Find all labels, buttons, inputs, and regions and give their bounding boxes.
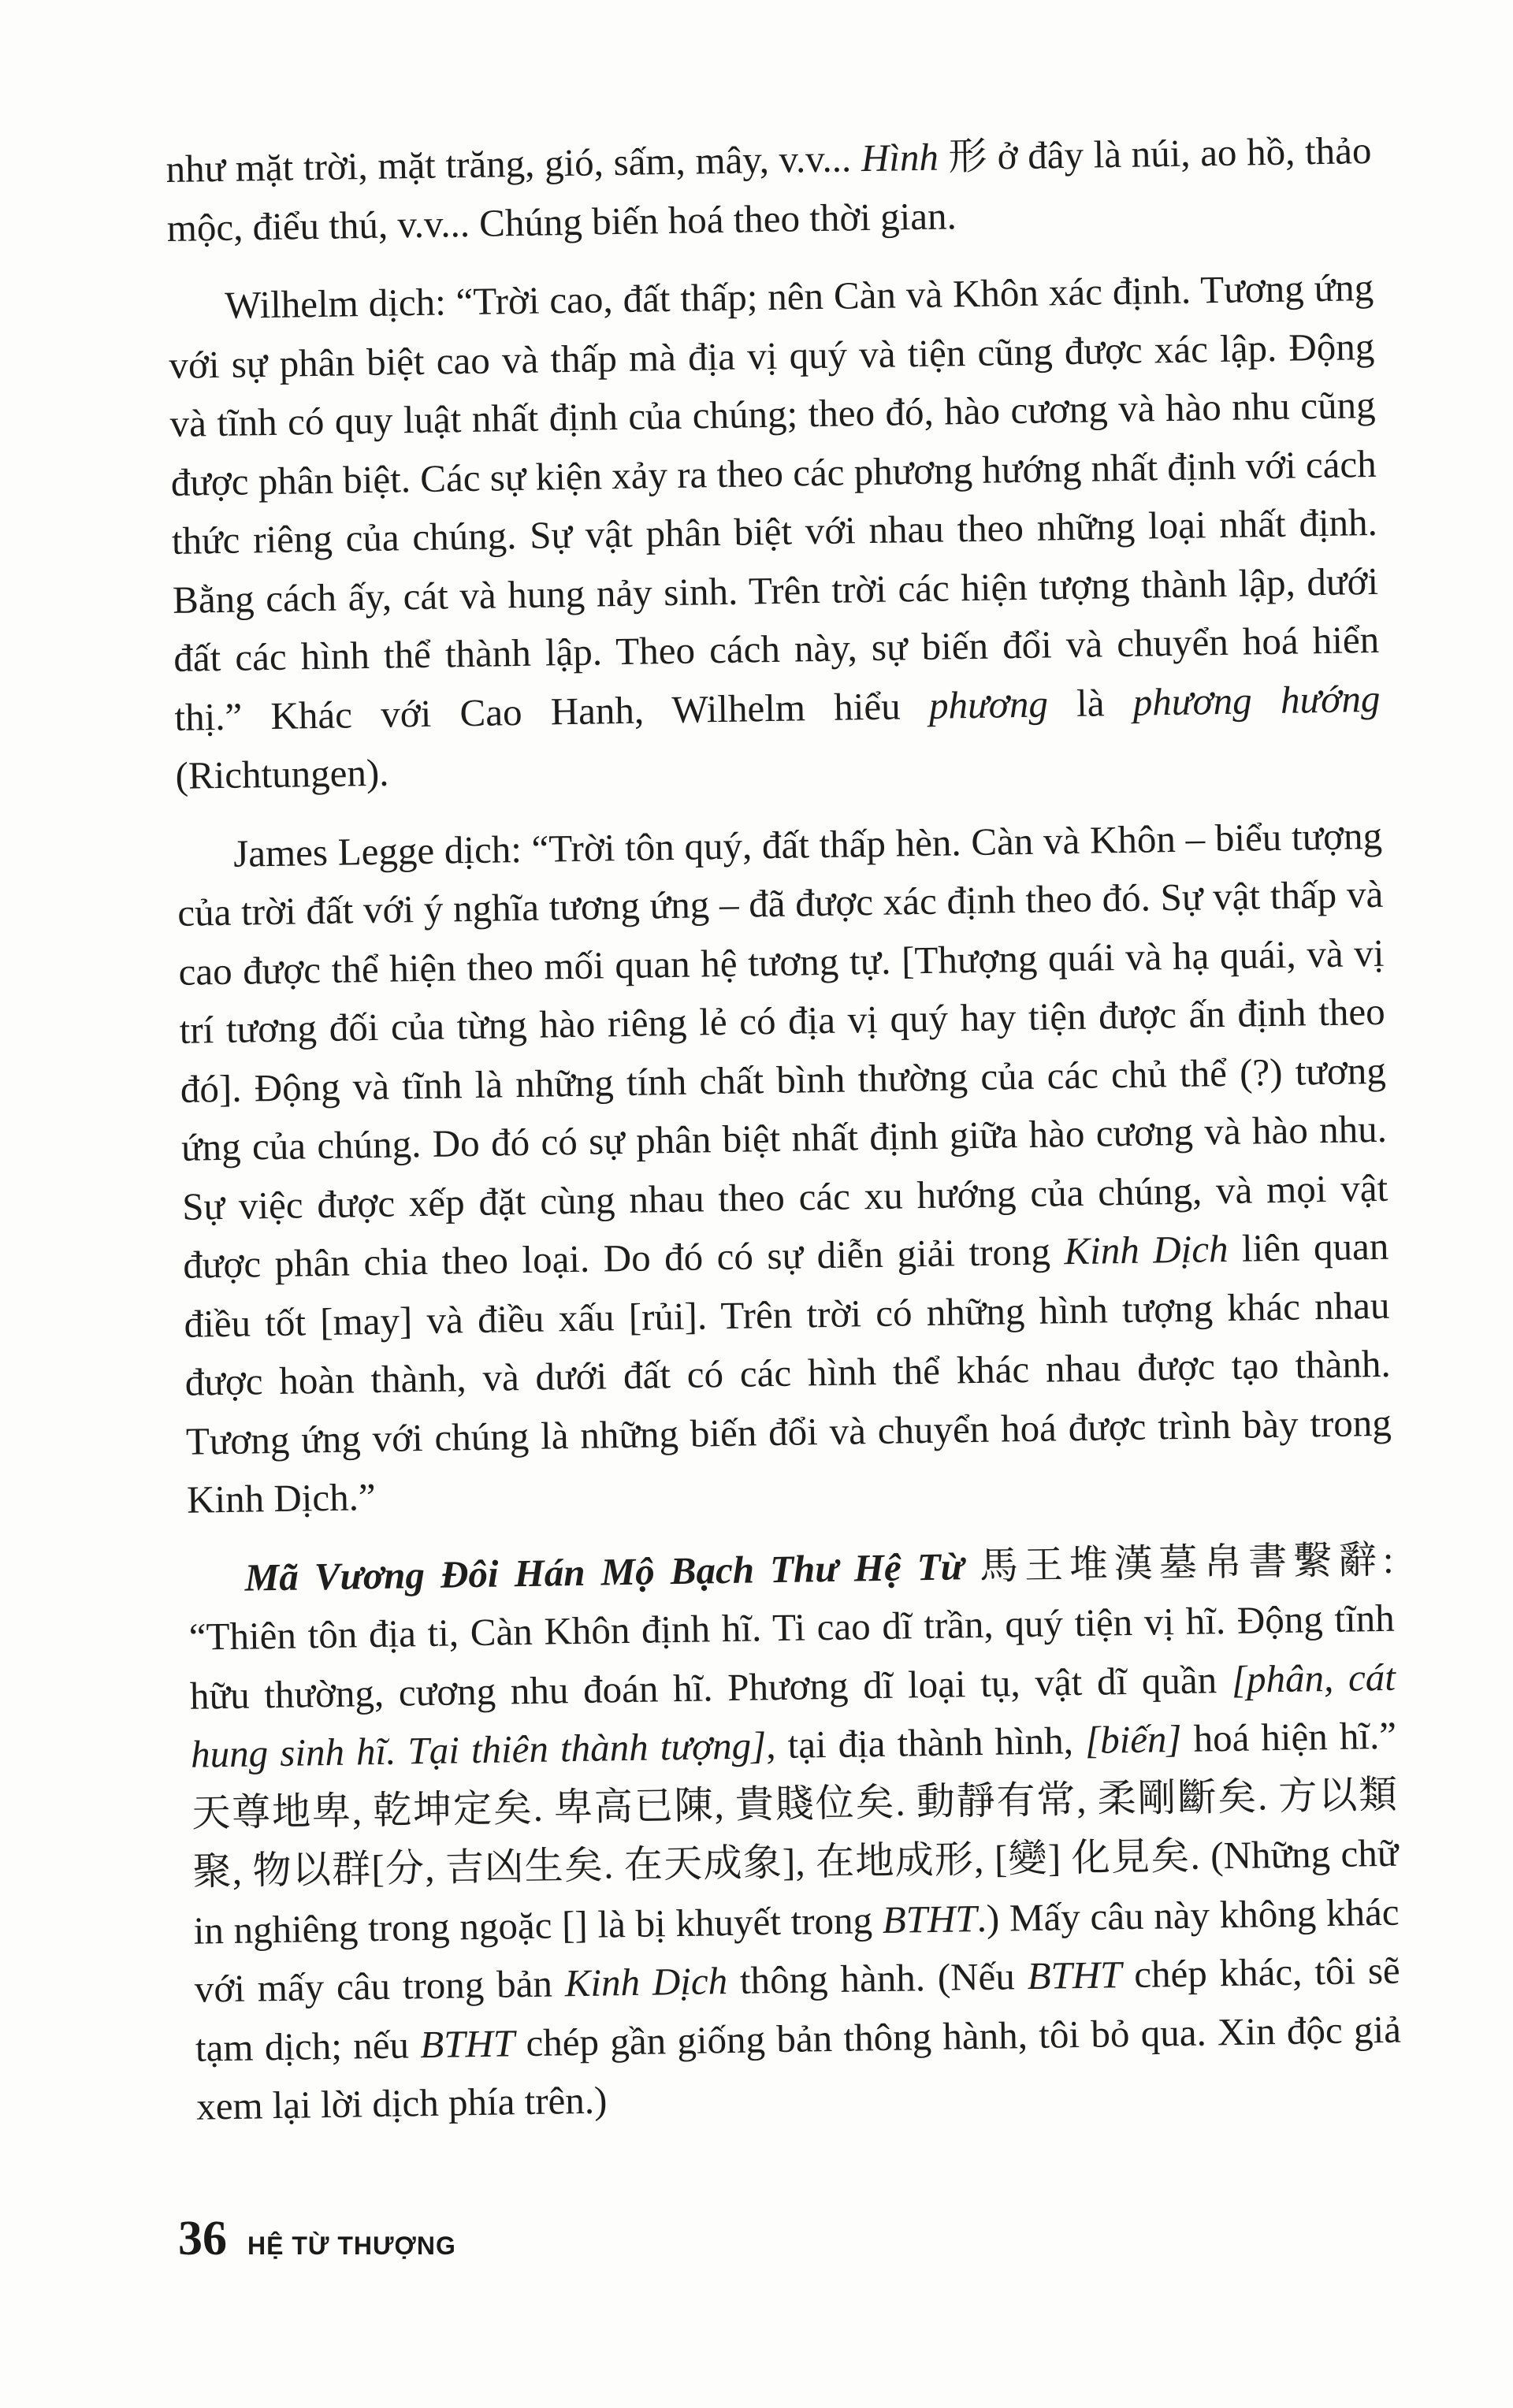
text-run: như mặt trời, mặt trăng, gió, sấm, mây, v.v... [165,136,862,191]
italic-term: Kinh Dịch [564,1959,728,2005]
italic-term: phương hướng [1132,676,1381,724]
italic-term: Hình [861,135,939,180]
text-run: chép khác, tôi sẽ tạm dịch; nếu [195,1948,1401,2070]
text-run: thông hành. (Nếu [727,1954,1028,2003]
page-footer [178,2211,456,2267]
text-run: .) Mấy câu này không khác với mấy câu trong bản [194,1890,1400,2011]
text-run: là [1047,680,1134,725]
body-text [165,121,1403,2156]
italic-term: BTHT [419,2020,515,2066]
text-run: liên quan điều tốt [may] và điều xấu [rủi]. Trên trời có những hình tượng khác nhau được hoàn thành, và dưới đất có các hình thể khác nhau được tạo thành. Tương ứng với chúng là những biến đổi và chuyển hoá được trình bày trong Kinh Dịch.” [184,1224,1392,1522]
italic-term: BTHT [1027,1953,1122,1998]
paragraph-wilhelm [168,258,1381,805]
italic-term: [biến] [1084,1716,1182,1762]
italic-term: BTHT [882,1896,978,1942]
italic-term: phương [928,682,1049,727]
italic-term: Kinh Dịch [1063,1226,1229,1273]
text-run: 形 ở đây là núi, ao hồ, thảo mộc, điểu thú, v.v... Chúng biến hoá theo thời gian. [166,128,1372,250]
paragraph-1 [165,121,1373,258]
paragraph-mawangdui [188,1530,1403,2136]
text-run: hoá hiện hĩ.” 天尊地卑, 乾坤定矣. 卑高已陳, 貴賤位矣. 動靜有常, 柔剛斷矣. 方以類聚, 物以群[分, 吉凶生矣. 在天成象], 在地成形, [變] 化見矣. (Những chữ in nghiêng trong ngoặc [] là bị khuyết trong [191,1713,1399,1953]
page-number: 36 [178,2212,227,2265]
paragraph-legge [177,806,1393,1529]
text-run: , tại địa thành hình, [765,1718,1086,1767]
italic-term: [phân, cát hung sinh hĩ. Tại thiên thành tượng] [190,1655,1396,1776]
source-title: Mã Vương Đôi Hán Mộ Bạch Thư Hệ Từ [244,1544,965,1600]
text-run: (Richtungen). [175,750,389,797]
text-run: 馬王堆漢墓帛書繫辭: “Thiên tôn địa ti, Càn Khôn định hĩ. Ti cao dĩ trần, quý tiện vị hĩ. Động tĩnh hữu thường, cương nhu đoán hĩ. Phương dĩ loại tụ, vật dĩ quần [188,1537,1396,1718]
text-run: Wilhelm dịch: “Trời cao, đất thấp; nên Càn và Khôn xác định. Tương ứng với sự phân biệt cao và thấp mà địa vị quý và tiện cũng được xác lập. Động và tĩnh có quy luật nhất định của chúng; theo đó, hào cương và hào nhu cũng được phân biệt. Các sự kiện xảy ra theo các phương hướng nhất định với cách thức riêng của chúng. Sự vật phân biệt với nhau theo những loại nhất định. Bằng cách ấy, cát và hung nảy sinh. Trên trời các hiện tượng thành lập, dưới đất các hình thể thành lập. Theo cách này, sự biến đổi và chuyển hoá hiển thị.” Khác với Cao Hanh, Wilhelm hiểu [169,265,1380,739]
text-run: James Legge dịch: “Trời tôn quý, đất thấp hèn. Càn và Khôn – biểu tượng của trời đất với ý nghĩa tương ứng – đã được xác định theo đó. Sự vật thấp và cao được thể hiện theo mối quan hệ tương tự. [Thượng quái và hạ quái, và vị trí tương đối của từng hào riêng lẻ có địa vị quý hay tiện được ấn định theo đó]. Động và tĩnh là những tính chất bình thường của các chủ thể (?) tương ứng của chúng. Do đó có sự phân biệt nhất định giữa hào cương và hào nhu. Sự việc được xếp đặt cùng nhau theo các xu hướng của chúng, và mọi vật được phân chia theo loại. Do đó có sự diễn giải trong [177,813,1388,1287]
text-run: chép gần giống bản thông hành, tôi bỏ qua. Xin độc giả xem lại lời dịch phía trên.) [195,2007,1402,2128]
running-title: HỆ TỪ THƯỢNG [247,2231,456,2260]
